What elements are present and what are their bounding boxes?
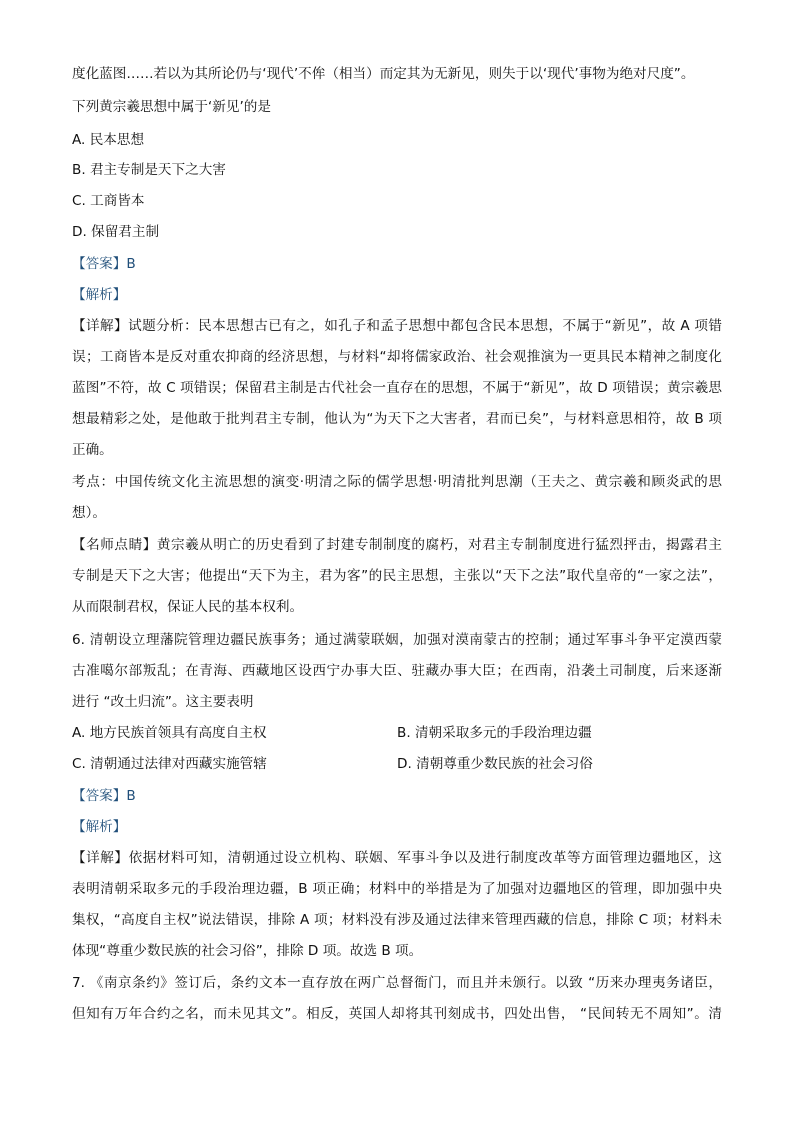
q5-option-c: C. 工商皆本 (72, 193, 145, 209)
q6-option-c: C. 清朝通过法律对西藏实施管辖 (72, 756, 267, 772)
q5-option-b: B. 君主专制是天下之大害 (72, 162, 226, 178)
q5-analysis-label: 【解析】 (72, 287, 127, 303)
q6-option-d: D. 清朝尊重少数民族的社会习俗 (397, 756, 593, 772)
q5-teacher-line: 从而限制君权，保证人民的基本权利。 (72, 599, 304, 615)
q6-analysis-label: 【解析】 (72, 819, 127, 835)
q6-option-b: B. 清朝采取多元的手段治理边疆 (397, 725, 592, 741)
q5-option-d: D. 保留君主制 (72, 224, 160, 240)
q6-answer: 【答案】B (72, 788, 136, 804)
q5-teacher-line: 【名师点睛】黄宗羲从明亡的历史看到了封建专制制度的腐朽，对君主专制制度进行猛烈抨击，揭露君主 (72, 537, 722, 553)
q6-detail-line: 【详解】依据材料可知，清朝通过设立机构、联姻、军事斗争以及进行制度改革等方面管理边疆地区，这 (72, 850, 722, 866)
q6-detail-line: 集权，“高度自主权”说法错误，排除 A 项；材料没有涉及通过法律来管理西藏的信息，排除 C 项；材料未 (72, 912, 722, 928)
q6-stem-line: 进行 “改土归流”。这主要表明 (72, 694, 254, 710)
q5-detail-line: 正确。 (72, 442, 113, 458)
q5-teacher-line: 专制是天下之大害；他提出“天下为主，君为客”的民主思想，主张以“天下之法”取代皇帝的“一家之法”， (72, 568, 722, 584)
q5-answer: 【答案】B (72, 256, 136, 272)
q5-kaodian-line: 想）。 (72, 505, 106, 521)
q5-question-line: 下列黄宗羲思想中属于‘新见’的是 (72, 99, 271, 115)
q6-detail-line: 表明清朝采取多元的手段治理边疆，B 项正确；材料中的举措是为了加强对边疆地区的管理，即加强中央 (72, 881, 722, 897)
q6-stem-line: 古准噶尔部叛乱；在青海、西藏地区设西宁办事大臣、驻藏办事大臣；在西南，沿袭土司制度，后来逐渐 (72, 663, 722, 679)
q5-detail-line: 想最精彩之处，是他敢于批判君主专制，他认为“为天下之大害者，君而已矣”，与材料意思相符，故 B 项 (72, 411, 722, 427)
q7-stem-line: 但知有万年合约之名，而未见其文”。相反，英国人却将其刊刻成书，四处出售， “民间转无不周知”。清 (72, 1006, 722, 1022)
q5-kaodian-line: 考点：中国传统文化主流思想的演变·明清之际的儒学思想·明清批判思潮（王夫之、黄宗羲和顾炎武的思 (72, 474, 722, 490)
q5-option-a: A. 民本思想 (72, 132, 145, 148)
q5-detail-line: 【详解】试题分析：民本思想古已有之，如孔子和孟子思想中都包含民本思想，不属于“新见”，故 A 项错 (72, 318, 722, 334)
q6-detail-line: 体现“尊重少数民族的社会习俗”，排除 D 项。故选 B 项。 (72, 943, 423, 959)
q6-option-a: A. 地方民族首领具有高度自主权 (72, 725, 267, 741)
q5-detail-line: 误；工商皆本是反对重农抑商的经济思想，与材料“却将儒家政治、社会观推演为一更具民本精神之制度化 (72, 349, 722, 365)
q5-detail-line: 蓝图”不符，故 C 项错误；保留君主制是古代社会一直存在的思想，不属于“新见”，故 D 项错误；黄宗羲思 (72, 380, 722, 396)
q6-stem-line: 6. 清朝设立理藩院管理边疆民族事务；通过满蒙联姻，加强对漠南蒙古的控制；通过军事斗争平定漠西蒙 (72, 632, 722, 648)
q7-stem-line: 7. 《南京条约》签订后，条约文本一直存放在两广总督衙门，而且并未颁行。以致 “历来办理夷务诸臣， (72, 975, 722, 991)
q5-stem-line: 度化蓝图……若以为其所论仍与‘现代’不侔（相当）而定其为无新见，则失于以‘现代’事物为绝对尺度”。 (72, 66, 695, 82)
